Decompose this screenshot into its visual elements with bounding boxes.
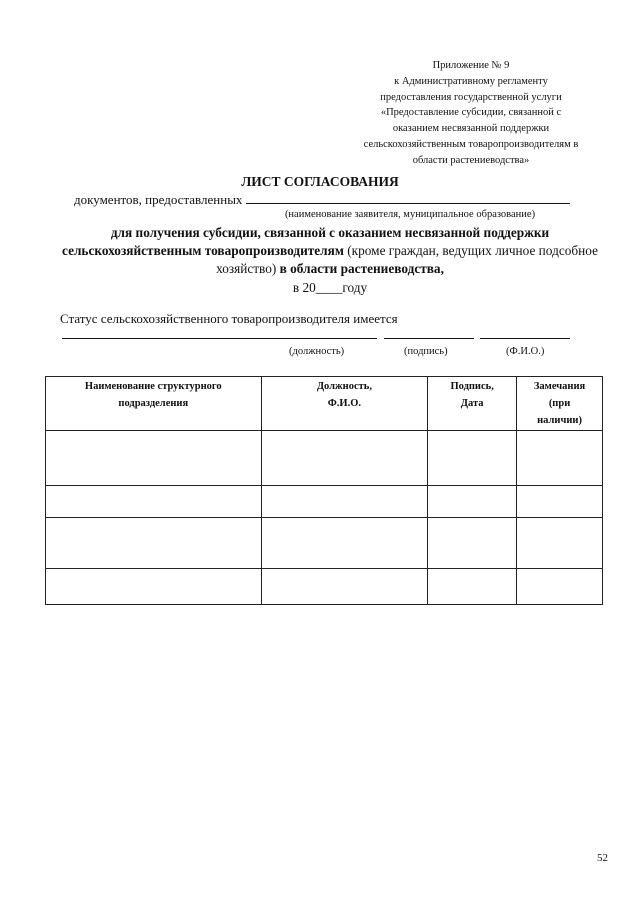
table-cell[interactable]	[517, 431, 603, 486]
document-title: ЛИСТ СОГЛАСОВАНИЯ	[241, 174, 399, 189]
appendix-line: Приложение № 9	[432, 60, 510, 71]
table-cell[interactable]	[261, 486, 428, 518]
appendix-line: сельскохозяйственным товаропроизводителям в	[363, 138, 579, 150]
header-signature-date: Подпись, Дата	[428, 377, 517, 431]
table-header-row	[46, 377, 603, 431]
table-cell[interactable]	[261, 569, 428, 605]
table-cell[interactable]	[517, 518, 603, 569]
position-label: (должность)	[289, 346, 345, 357]
applicant-hint: (наименование заявителя, муниципальное образование)	[284, 209, 536, 220]
header-department: Наименование структурного подразделения	[46, 377, 262, 431]
appendix-header	[330, 58, 612, 169]
status-text: Статус сельскохозяйственного товаропроизводителя имеется	[60, 311, 398, 326]
applicant-blank	[246, 192, 570, 204]
table-row	[46, 431, 603, 486]
table-row	[46, 518, 603, 569]
approval-table	[45, 376, 603, 605]
signature-label: (подпись)	[404, 346, 448, 357]
appendix-line: области растениеводства»	[412, 154, 530, 166]
purpose-normal: (кроме граждан, ведущих личное подсобное хозяйство)	[216, 243, 598, 277]
name-label: (Ф.И.О.)	[506, 346, 545, 357]
table-row	[46, 486, 603, 518]
header-remarks: Замечания (при наличии)	[517, 377, 603, 431]
year-line: в 20____году	[292, 279, 368, 295]
purpose-bold-1: для получения субсидии, связанной с оказанием несвязанной поддержки сельскохозяйственным товаропроизводителям	[62, 225, 550, 259]
table-row	[46, 569, 603, 605]
name-signature-line	[480, 338, 570, 339]
appendix-line: к Административному регламенту	[394, 75, 548, 87]
documents-label: документов, предоставленных	[74, 192, 243, 207]
position-signature-line	[62, 338, 377, 339]
table-cell[interactable]	[517, 486, 603, 518]
table-cell[interactable]	[428, 486, 517, 518]
header-position-name: Должность, Ф.И.О.	[261, 377, 428, 431]
table-cell[interactable]	[261, 431, 428, 486]
appendix-line: оказанием несвязанной поддержки	[392, 123, 550, 135]
table-cell[interactable]	[428, 431, 517, 486]
page-number: 52	[597, 852, 608, 864]
table-cell[interactable]	[261, 518, 428, 569]
appendix-line: предоставления государственной услуги	[380, 91, 562, 103]
appendix-line: «Предоставление субсидии, связанной с	[380, 107, 562, 119]
table-cell[interactable]	[428, 518, 517, 569]
documents-line	[74, 192, 570, 208]
signature-line	[384, 338, 474, 339]
table-cell[interactable]	[46, 518, 262, 569]
purpose-bold-2: в области растениеводства,	[279, 261, 444, 277]
table-cell[interactable]	[517, 569, 603, 605]
table-cell[interactable]	[428, 569, 517, 605]
table-cell[interactable]	[46, 569, 262, 605]
purpose-paragraph	[50, 224, 610, 297]
table-cell[interactable]	[46, 486, 262, 518]
table-cell[interactable]	[46, 431, 262, 486]
